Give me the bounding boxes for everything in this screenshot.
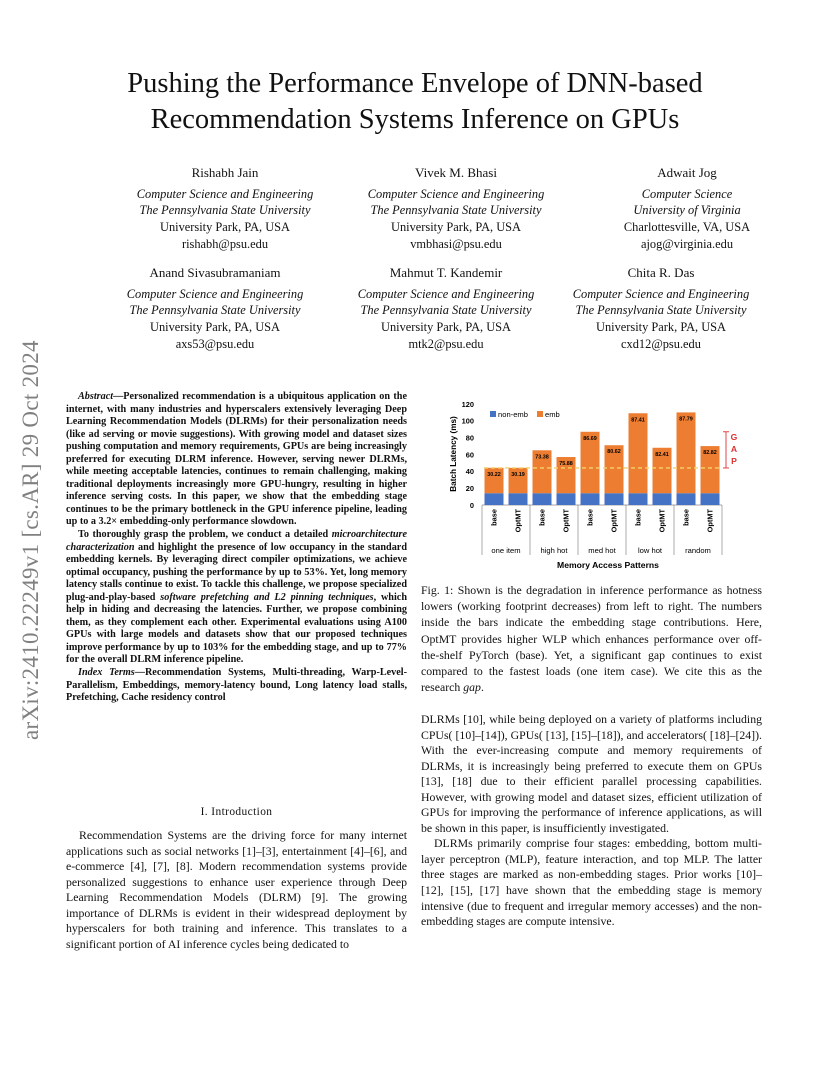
legend-swatch-emb [537,411,543,417]
x-tick-label: base [537,509,547,526]
chart-xlabel: Memory Access Patterns [557,560,659,570]
author-email: rishabh@psu.edu [181,236,269,251]
abstract-text: To thoroughly grasp the problem, we conduct a detailed [78,529,332,541]
author-inst: The Pennsylvania State University [575,303,747,318]
author-location: Charlottesville, VA, USA [623,220,751,235]
gap-letter: G [730,431,738,442]
bar-data-label: 82.82 [703,450,717,457]
bar-data-label: 82.41 [655,451,669,458]
group-label: random [685,546,711,555]
abstract-emphasis: software prefetching and L2 pinning techniques [160,591,374,603]
x-tick-label: base [585,509,595,526]
abstract [66,391,407,705]
author-name: Mahmut T. Kandemir [389,265,503,280]
x-tick-label: OptMT [609,509,619,533]
bar-data-label: 30.22 [487,471,501,478]
bar-non-emb [485,493,504,505]
chart-ylabel: Batch Latency (ms) [449,416,458,492]
abstract-label: Abstract [78,391,114,402]
x-tick-label: OptMT [561,509,571,533]
y-tick-label: 40 [465,467,474,477]
author-location: University Park, PA, USA [150,320,280,335]
author-email: vmbhasi@psu.edu [410,236,502,251]
gap-letter: P [731,455,737,466]
bar-non-emb [509,493,528,505]
author-email: mtk2@psu.edu [408,336,484,351]
author-dept: Computer Science and Engineering [126,286,304,301]
y-tick-label: 80 [465,433,474,443]
intro-paragraph: Recommendation Systems are the driving force for many internet applications such as social networks [1]–[3], entertainment [4]–[6], and e-commerce [4], [7], [8]. Modern recommendation systems provide personalized suggestions to enhance user experience through Deep Learning Recommendation Models (DLRM) [9]. The growing importance of DLRMs is evident in their widespread deployment by hyperscalers for both training and inference. This translates to a significant portion of AI inference cycles being dedicated to [66,828,407,951]
bar-data-label: 87.41 [631,417,645,424]
author-location: University Park, PA, USA [160,220,290,235]
chart-bars [484,412,729,505]
author-name: Adwait Jog [657,165,717,180]
author-name: Chita R. Das [627,265,695,280]
group-label: med hot [588,546,616,555]
caption-text: Fig. 1: Shown is the degradation in inference performance as hotness lowers (working footprint decreases) from left to right. The numbers inside the bars indicate the embedding stage contributions. Here, OptMT provides higher WLP which enhances performance over off-the-shelf PyTorch (base). Yet, a significant gap continues to exist compared to the fastest loads (one item case). We cite this as the research [421,583,762,695]
group-label: one item [491,546,521,555]
author-dept: Computer Science and Engineering [572,286,750,301]
author-dept: Computer Science and Engineering [136,186,314,201]
author-location: University Park, PA, USA [596,320,726,335]
author-block [331,265,561,353]
figure-caption [421,582,762,695]
index-terms: —Recommendation Systems, Multi-threading, Warp-Level-Parallelism, Embeddings, memory-latency bound, Long latency load stalls, Prefetching, Cache residency control [66,667,407,704]
paper-title [40,66,790,138]
caption-emphasis: gap [463,680,481,695]
y-tick-label: 100 [461,416,474,426]
legend-label-emb: emb [545,410,560,419]
author-block [100,265,330,353]
bar-non-emb [557,493,576,505]
body-paragraph: DLRMs [10], while being deployed on a variety of platforms including CPUs( [10]–[14]), GPUs( [13], [15]–[18]), and accelerators( [18]–[24]). With the ever-increasing compute and memory requirements of DLRMs, it is increasingly being preferred to execute them on GPUs [13], [18] due to their efficient parallel processing capabilities. However, with growing model and dataset sizes, efficient utilization of GPUs for improving the performance of inference applications, as will be shown in this paper, is insufficiently investigated. [421,712,762,835]
bar-non-emb [605,493,624,505]
right-column-text [421,712,762,930]
title-line-2: Recommendation Systems Inference on GPUs [150,104,680,135]
bar-data-label: 75.88 [559,461,573,468]
author-inst: The Pennsylvania State University [360,303,532,318]
y-tick-label: 120 [461,399,474,409]
bar-non-emb [653,493,672,505]
author-block [341,165,571,253]
author-email: ajog@virginia.edu [640,236,734,251]
arxiv-identifier: arXiv:2410.22249v1 [cs.AR] 29 Oct 2024 [18,340,43,740]
x-tick-label: base [489,509,499,526]
author-inst: The Pennsylvania State University [139,203,311,218]
author-location: University Park, PA, USA [381,320,511,335]
author-block [110,165,340,253]
caption-end: . [480,680,484,695]
bar-non-emb [629,493,648,505]
bar-non-emb [581,493,600,505]
x-tick-label: base [633,509,643,526]
body-paragraph: DLRMs primarily comprise four stages: embedding, bottom multi-layer perceptron (MLP), feature interaction, and top MLP. The latter three stages are marked as non-embedding stages. Prior works [10]–[12], [15], [17] have shown that the embedding stage is memory intensive (due to frequent and irregular memory accesses) and the non-embedding stages are compute intensive. [421,836,762,929]
author-dept: Computer Science and Engineering [367,186,545,201]
bar-non-emb [533,493,552,505]
author-inst: University of Virginia [633,203,741,218]
abstract-emphasis: microarchitecture characterization [66,529,407,553]
x-tick-label: OptMT [705,509,715,533]
x-tick-label: base [681,509,691,526]
author-dept: Computer Science and Engineering [357,286,535,301]
author-name: Anand Sivasubramaniam [149,265,281,280]
x-tick-label: OptMT [513,509,523,533]
author-name: Rishabh Jain [191,165,259,180]
title-line-1: Pushing the Performance Envelope of DNN-based [127,68,703,99]
abstract-text: and highlight the presence of low occupancy in the standard embedding kernels. By leveraging direct compiler optimizations, we achieve optimal occupancy, pushing the performance by up to 53%. Yet, long memory latency stalls continue to exist. To tackle this challenge, we propose specialized plug-and-play-based [66,541,407,603]
author-inst: The Pennsylvania State University [129,303,301,318]
author-dept: Computer Science [641,186,733,201]
latency-bar-chart [436,394,736,576]
author-email: cxd12@psu.edu [621,336,701,351]
bar-non-emb [677,493,696,505]
author-block [572,165,802,253]
chart-legend [490,410,560,419]
author-email: axs53@psu.edu [175,336,255,351]
bar-emb [629,413,648,493]
legend-swatch-non-emb [490,411,496,417]
author-inst: The Pennsylvania State University [370,203,542,218]
bar-emb [677,412,696,493]
group-label: low hot [637,546,663,555]
legend-label-non-emb: non-emb [498,410,528,419]
author-name: Vivek M. Bhasi [415,165,497,180]
index-terms-label: Index Terms [78,667,135,679]
y-tick-label: 0 [469,500,474,510]
y-tick-label: 60 [465,450,474,460]
section-heading: I. Introduction [200,806,273,818]
gap-letter: A [730,443,738,454]
abstract-paragraph-1: —Personalized recommendation is a ubiquitous application on the internet, with many industries and hyperscalers extensively leveraging Deep Learning Recommendation Models (DLRMs) for their personalization needs (like ad serving or movie suggestions). With growing model and dataset sizes pushing computation and memory requirements, GPUs are being increasingly preferred for executing DLRM inference. However, serving newer DLRMs, while meeting acceptable latencies, continues to remain challenging, making traditional deployments increasingly more GPU-hungry, resulting in higher inference serving costs. In this paper, we show that the embedding stage continues to be the primary bottleneck in the GPU inference pipeline, leading up to a 3.2× embedding-only performance slowdown. [66,391,407,528]
abstract-text: , which help in hiding and decreasing the latencies. Further, we propose combining them, as they complement each other. Experimental evaluations using A100 GPUs with large models and datasets show that our proposed techniques improve performance by up to 103% for the embedding stage, and up to 77% for the overall DLRM inference pipeline. [66,591,407,666]
y-tick-label: 20 [465,483,474,493]
bar-data-label: 86.69 [583,435,597,442]
author-location: University Park, PA, USA [391,220,521,235]
bar-data-label: 80.62 [607,449,621,456]
bar-data-label: 73.38 [535,454,549,461]
author-block [546,265,776,353]
introduction-text [66,828,407,952]
bar-non-emb [701,493,720,505]
bar-data-label: 30.19 [511,471,525,478]
group-label: high hot [540,546,568,555]
bar-data-label: 87.79 [679,416,693,423]
x-tick-label: OptMT [657,509,667,533]
